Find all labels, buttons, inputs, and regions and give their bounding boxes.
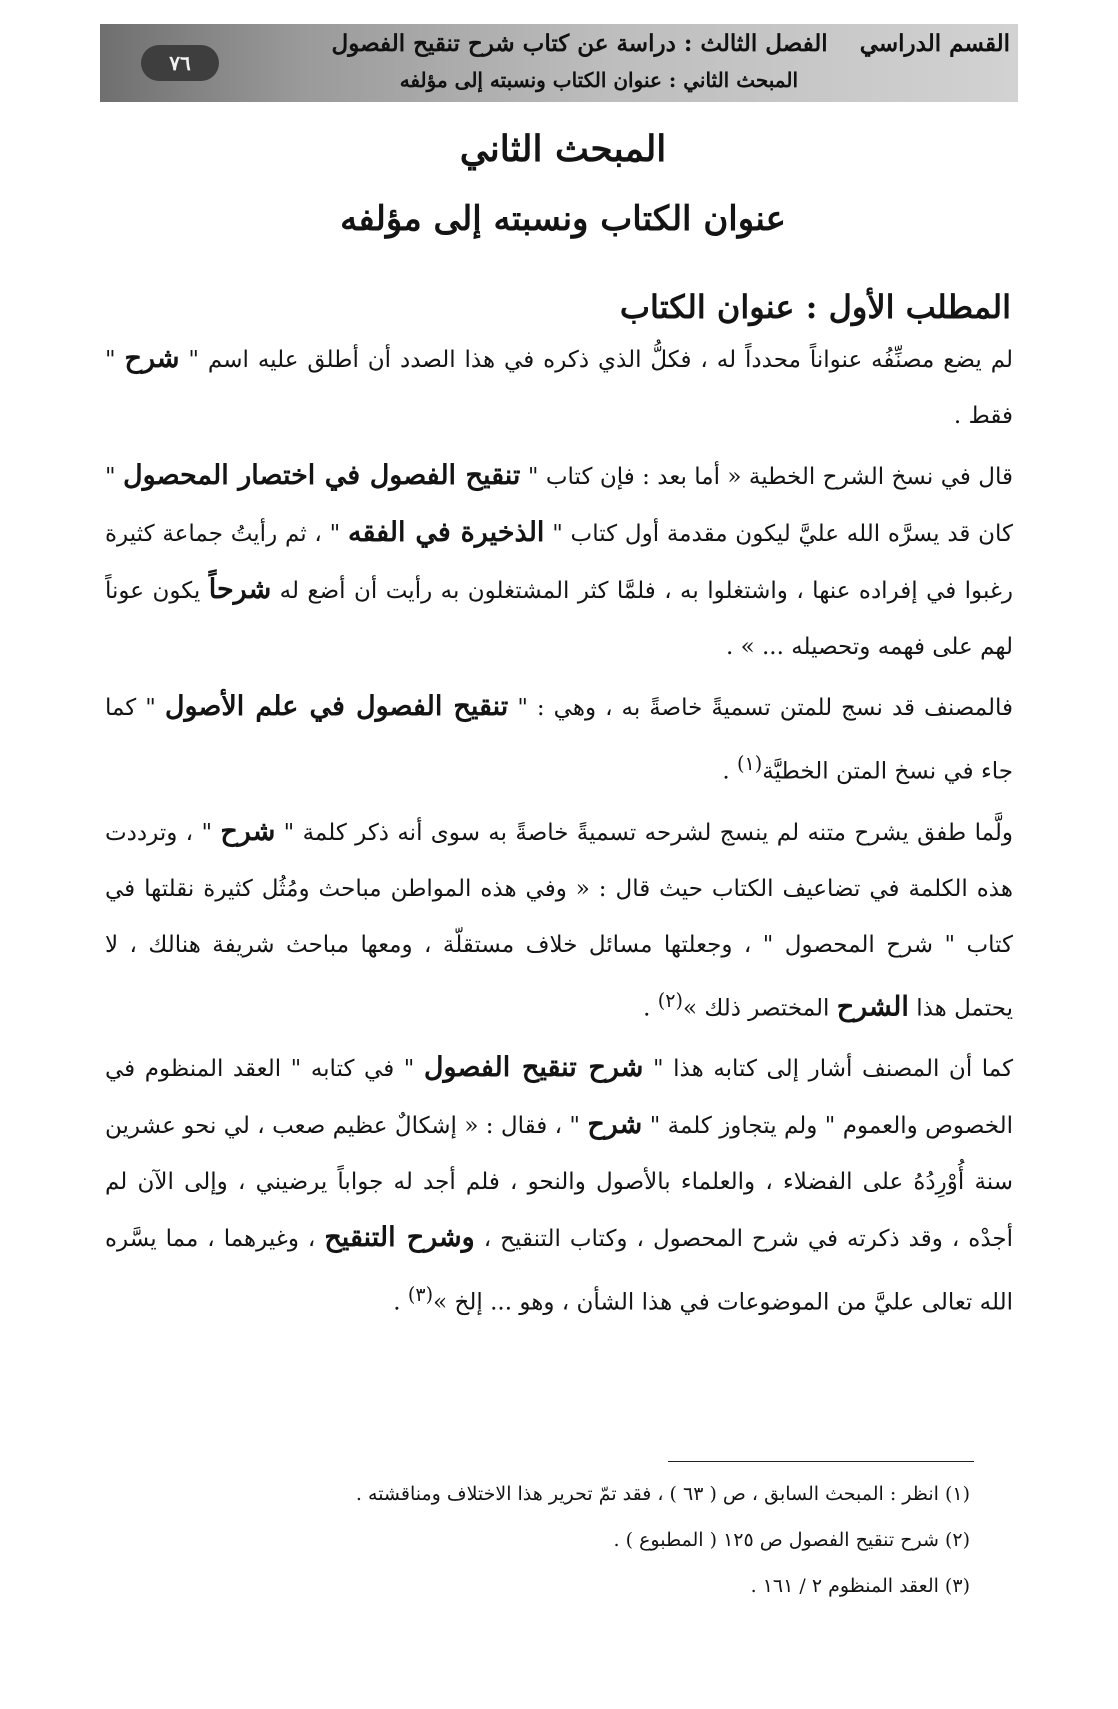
- footnote-ref-3: (٣): [407, 1283, 434, 1307]
- text-run: كما أن المصنف أشار إلى كتابه هذا ": [653, 1056, 1014, 1083]
- header-chapter: الفصل الثالث : دراسة عن كتاب شرح تنقيح الفصول: [331, 30, 828, 57]
- header-separator: [836, 30, 852, 57]
- page-body: [105, 125, 1021, 1331]
- bold-term: شرح تنقيح الفصول: [423, 1052, 644, 1084]
- header-line-1: [332, 30, 1010, 57]
- bold-term: وشرح التنقيح: [324, 1222, 475, 1254]
- paragraph-1: [105, 331, 1021, 444]
- text-run: ، وغيرهما ، مما يسَّره الله تعالى عليَّ من الموضوعات في هذا الشأن ، وهو ... إلخ »: [105, 1226, 1013, 1316]
- paragraph-5: [105, 1040, 1021, 1331]
- paragraph-4: [105, 804, 1021, 1037]
- text-run: " ، ثم رأيتُ جماعة كثيرة رغبوا في إفراده عنها ، واشتغلوا به ، فلمَّا كثر المشتغلون به رأيت أن أضع له: [105, 521, 1014, 604]
- footnotes: [190, 1471, 970, 1609]
- text-run: .: [643, 995, 651, 1022]
- paragraph-3: [105, 679, 1021, 800]
- page-number-badge: [100, 24, 260, 102]
- header-subtitle: المبحث الثاني : عنوان الكتاب ونسبته إلى مؤلفه: [399, 68, 798, 92]
- text-run: المختصر ذلك »: [682, 995, 830, 1022]
- chapter-subheading: عنوان الكتاب ونسبته إلى مؤلفه: [340, 199, 786, 239]
- chapter-heading: المبحث الثاني: [459, 128, 667, 170]
- text-run: يكون عوناً لهم على فهمه وتحصيله ... » .: [105, 578, 1013, 660]
- bold-term: شرح: [587, 1109, 643, 1141]
- bold-term: تنقيح الفصول في علم الأصول: [164, 691, 509, 722]
- text-run: " كما جاء في نسخ المتن الخطيَّة: [105, 695, 1013, 785]
- text-run: قال في نسخ الشرح الخطية « أما بعد : فإن كتاب ": [527, 464, 1013, 490]
- text-run: " في كتابه " العقد المنظوم في الخصوص والعموم " ولم يتجاوز كلمة ": [105, 1056, 1014, 1140]
- page-number: ٧٦: [141, 45, 219, 81]
- section-title: المطلب الأول : عنوان الكتاب: [619, 288, 1011, 326]
- text-run: .: [393, 1289, 401, 1316]
- text-run: ولَّما طفق يشرح متنه لم ينسج لشرحه تسميةً خاصةً به سوى أنه ذكر كلمة ": [283, 819, 1013, 846]
- text-run: فالمصنف قد نسج للمتن تسميةً خاصةً به ، وهي : ": [517, 695, 1014, 721]
- text-run: " ، فقال : « إشكالٌ عظيم صعب ، لي نحو عشرين سنة أُوْرِدُهُ على الفضلاء ، والعلماء بالأصول والنحو ، فلم أجد له جواباً يرضيني ، وإلى الآن لم أجدْه ، وقد ذكرته في شرح المحصول ، وكتاب التنقيح ،: [105, 1113, 1014, 1253]
- bold-term: تنقيح الفصول في اختصار المحصول: [123, 460, 521, 491]
- footnote-1: (١) انظر : المبحث السابق ، ص ( ٦٣ ) ، فقد تمّ تحرير هذا الاختلاف ومناقشته .: [355, 1483, 970, 1505]
- bold-term: شرح: [124, 343, 180, 374]
- text-run: " كان قد يسرَّه الله عليَّ ليكون مقدمة أول كتاب ": [105, 464, 1014, 547]
- footnote-3: (٣) العقد المنظوم ٢ / ١٦١ .: [750, 1575, 970, 1597]
- footnote-ref-2: (٢): [657, 988, 683, 1012]
- text-run: " فقط .: [105, 347, 1013, 429]
- text-run: لم يضع مصنِّفُه عنواناً محدداً له ، فكلُّ الذي ذكره في هذا الصدد أن أطلق عليه اسم ": [188, 347, 1014, 373]
- footnote-2: (٢) شرح تنقيح الفصول ص ١٢٥ ( المطبوع ) .: [613, 1529, 970, 1551]
- bold-term: الذخيرة في الفقه: [347, 517, 545, 548]
- paragraph-2: [105, 448, 1021, 675]
- text-run: " ، وترددت هذه الكلمة في تضاعيف الكتاب حيث قال : « وفي هذه المواطن مباحث ومُثُل كثيرة نقلتها في كتاب " شرح المحصول " ، وجعلتها مسائل خلاف مستقلّة ، ومعها مباحث شريفة هنالك ، لا يحتمل هذا: [105, 819, 1013, 1022]
- bold-term: الشرح: [836, 991, 909, 1023]
- text-run: .: [722, 758, 730, 785]
- bold-term: شرحاً: [208, 574, 272, 605]
- footnote-divider: [668, 1461, 974, 1462]
- header-section: القسم الدراسي: [859, 30, 1010, 57]
- footnote-ref-1: (١): [736, 752, 763, 775]
- running-header: [100, 24, 1018, 102]
- bold-term: شرح: [220, 815, 276, 847]
